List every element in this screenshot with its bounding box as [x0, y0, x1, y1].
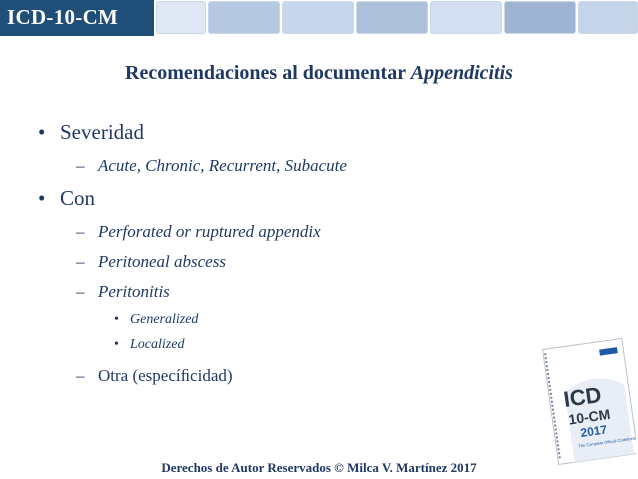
header-tile: [282, 1, 354, 34]
bullet-text: Peritonitis: [98, 282, 170, 301]
header-tile: [578, 1, 638, 34]
book-cover-subtitle: The Complete Official Codebook: [577, 435, 636, 449]
bullet-level3: [114, 312, 198, 328]
bullet-text: Otra (especíﬁcidad): [98, 366, 233, 385]
dash-icon: –: [76, 282, 85, 301]
brand-title: ICD-10-CM: [0, 0, 154, 36]
header-tile: [208, 1, 280, 34]
bullet-text: Severidad: [60, 120, 144, 144]
bullet-text: Peritoneal abscess: [98, 252, 226, 271]
bullet-text: Localized: [130, 337, 185, 352]
bullet-dot-icon: •: [114, 312, 119, 327]
heading-text: Recomendaciones al documentar: [125, 62, 411, 84]
heading-italic-text: Appendicitis: [410, 62, 513, 84]
dash-icon: –: [76, 222, 85, 241]
dash-icon: –: [76, 366, 85, 385]
header-tile: [356, 1, 428, 34]
bullet-level3: [114, 337, 184, 353]
bullet-level1: [38, 120, 144, 145]
bullet-level2: [76, 282, 170, 302]
header-tile: [504, 1, 576, 34]
header-tile: [430, 1, 502, 34]
bullet-dot-icon: •: [38, 186, 46, 210]
bullet-level2: [76, 252, 226, 272]
dash-icon: –: [76, 252, 85, 271]
footer-copyright: Derechos de Autor Reservados © Milca V. Martínez 2017: [161, 460, 477, 475]
bullet-level1: [38, 186, 95, 211]
bullet-text: Generalized: [130, 312, 199, 327]
bullet-level2: [76, 156, 347, 176]
book-cover-line1: ICD: [561, 381, 603, 412]
bullet-dot-icon: •: [114, 337, 119, 352]
book-cover-line2: 10-CM: [567, 405, 612, 428]
bullet-level2: [76, 366, 233, 386]
bullet-text: Con: [60, 186, 96, 210]
bullet-text: Perforated or ruptured appendix: [98, 222, 321, 241]
header-tile: [156, 1, 206, 34]
dash-icon: –: [76, 156, 85, 175]
slide-heading: [0, 62, 638, 85]
bullet-level2: [76, 222, 321, 242]
bullet-text: Acute, Chronic, Recurrent, Subacute: [98, 156, 347, 175]
book-cover-year: 2017: [579, 422, 608, 441]
header-bar: [0, 0, 638, 36]
bullet-dot-icon: •: [38, 120, 46, 144]
icd-10-cm-book-cover-image: [536, 330, 636, 470]
